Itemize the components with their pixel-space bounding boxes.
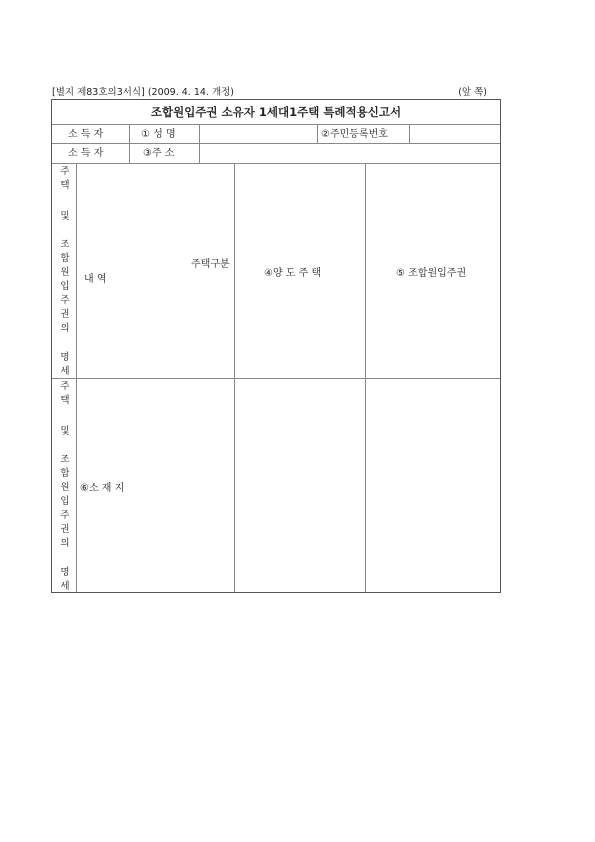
name-label: ① 성 명 — [141, 129, 176, 140]
income-earner-label: 소 득 자 — [68, 148, 104, 159]
transfer-house-label: ④양 도 주 택 — [264, 268, 322, 279]
details-section-label: 주 택 및 조 합 원 입 주 권 의 명 세 — [60, 381, 70, 592]
details-section-label: 주 택 및 조 합 원 입 주 권 의 명 세 — [60, 166, 70, 377]
resident-number-label: ②주민등록번호 — [321, 129, 388, 140]
membership-right-label: ⑤ 조합원입주권 — [396, 268, 467, 279]
housing-type-label: 주택구분 — [191, 259, 230, 270]
col-divider — [129, 124, 130, 163]
page-side: (앞 쪽) — [458, 87, 487, 98]
form-title: 조합원입주권 소유자 1세대1주택 특례적용신고서 — [150, 105, 402, 119]
declaration-form — [51, 99, 501, 593]
membership-right-location-field[interactable] — [366, 379, 500, 592]
row-divider — [52, 163, 500, 164]
income-earner-label: 소 득 자 — [68, 129, 104, 140]
resident-number-field[interactable] — [410, 125, 500, 143]
form-header — [52, 87, 487, 99]
location-label: ⑥소 재 지 — [80, 483, 125, 494]
name-field[interactable] — [200, 125, 317, 143]
breakdown-label: 내 역 — [84, 274, 107, 285]
address-label: ③주 소 — [143, 148, 175, 159]
col-divider — [76, 163, 77, 592]
form-number: [별지 제83호의3서식] (2009. 4. 14. 개정) — [52, 87, 235, 98]
address-field[interactable] — [200, 144, 500, 163]
col-divider — [317, 124, 318, 143]
transfer-house-location-field[interactable] — [235, 379, 365, 592]
